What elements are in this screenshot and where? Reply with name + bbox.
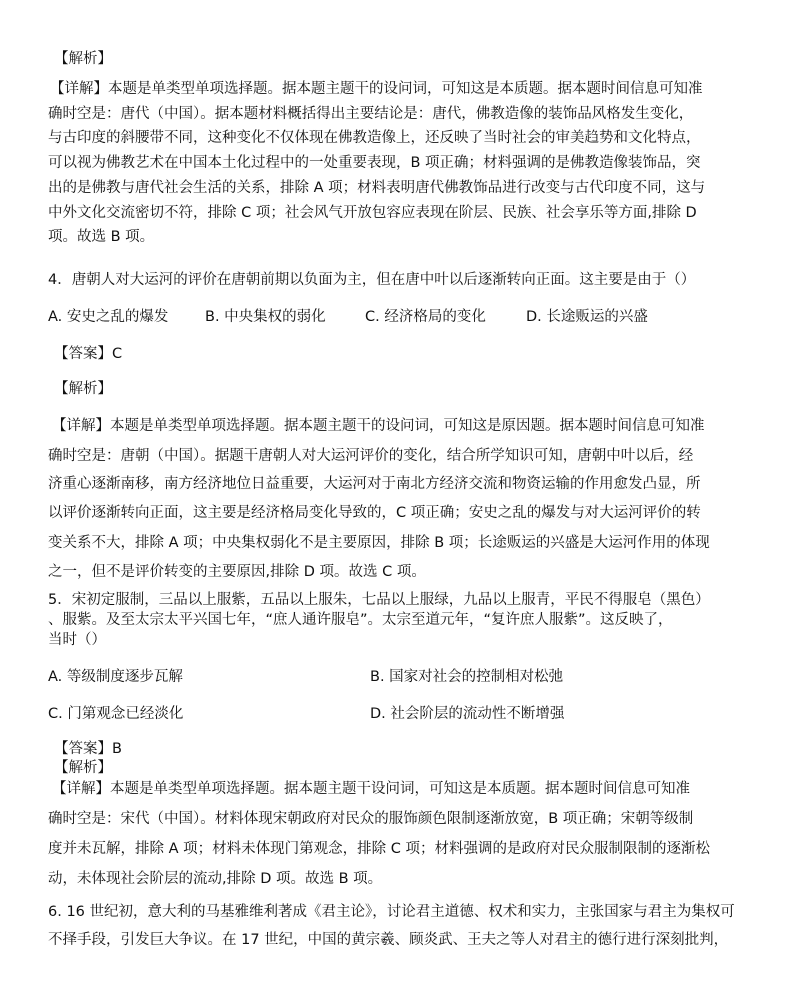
question-stem-q4: 4．唐朝人对大运河的评价在唐朝前期以负面为主，但在唐中叶以后逐渐转向正面。这主要是由于（）	[48, 272, 696, 288]
option-c-q5: C. 门第观念已经淡化	[48, 706, 184, 722]
option-c-q4: C. 经济格局的变化	[365, 309, 486, 325]
detail-line: 出的是佛教与唐代社会生活的关系，排除 A 项；材料表明唐代佛教饰品进行改变与古代印度不同，这与	[48, 180, 706, 196]
option-b-q4: B. 中央集权的弱化	[205, 309, 326, 325]
detail-line: 变关系不大，排除 A 项；中央集权弱化不是主要原因，排除 B 项；长途贩运的兴盛是大运河作用的体现	[48, 535, 710, 551]
detail-line: 动，未体现社会阶层的流动,排除 D 项。故选 B 项。	[48, 871, 383, 887]
detail-line: 确时空是：唐代（中国）。据本题材料概括得出主要结论是：唐代，佛教造像的装饰品风格发生变化，	[48, 106, 694, 122]
detail-line: 可以视为佛教艺术在中国本土化过程中的一处重要表现，B 项正确；材料强调的是佛教造像装饰品，突	[48, 155, 701, 171]
question-stem-q5: 5．宋初定服制，三品以上服紫，五品以上服朱，七品以上服绿，九品以上服青，平民不得服皂（黑色）	[48, 592, 710, 608]
detail-line: 【详解】本题是单类型单项选择题。据本题主题干的设问词，可知这是原因题。据本题时间信息可知准	[52, 418, 705, 434]
detail-line: 【详解】本题是单类型单项选择题。据本题主题干设问词，可知这是本质题。据本题时间信息可知准	[52, 781, 690, 797]
question-stem-q5: 、服紫。及至太宗太平兴国七年，“庶人通许服皂”。太宗至道元年，“复许庶人服紫”。这反映了，	[48, 612, 673, 628]
detail-line: 确时空是：唐朝（中国）。据题干唐朝人对大运河评价的变化，结合所学知识可知，唐朝中叶以后，经	[48, 448, 694, 464]
detail-line: 与古印度的斜腰带不同，这种变化不仅体现在佛教造像上，还反映了当时社会的审美趋势和文化特点，	[48, 130, 701, 146]
option-b-q5: B. 国家对社会的控制相对松弛	[370, 669, 564, 685]
detail-line: 济重心逐渐南移，南方经济地位日益重要，大运河对于南北方经济交流和物资运输的作用愈发凸显，所	[48, 476, 701, 492]
analysis-label-q5: 【解析】	[54, 760, 112, 776]
detail-line: 项。故选 B 项。	[48, 229, 155, 245]
detail-line: 确时空是：宋代（中国）。材料体现宋朝政府对民众的服饰颜色限制逐渐放宽，B 项正确；宋朝等级制	[48, 811, 694, 827]
detail-line: 之一，但不是评价转变的主要原因,排除 D 项。故选 C 项。	[48, 564, 426, 580]
option-d-q4: D. 长途贩运的兴盛	[526, 309, 648, 325]
analysis-label-q4: 【解析】	[54, 381, 112, 397]
analysis-label-q3: 【解析】	[54, 51, 112, 67]
detail-line: 中外文化交流密切不符，排除 C 项；社会风气开放包容应表现在阶层、民族、社会享乐等方面,排除 D	[48, 205, 697, 221]
question-stem-q6: 不择手段，引发巨大争议。在 17 世纪，中国的黄宗羲、顾炎武、王夫之等人对君主的德行进行深刻批判，	[48, 932, 729, 948]
question-stem-q5: 当时（）	[48, 632, 106, 648]
detail-line: 以评价逐渐转向正面，这主要是经济格局变化导致的，C 项正确；安史之乱的爆发与对大运河评价的转	[48, 505, 701, 521]
detail-line: 度并未瓦解，排除 A 项；材料未体现门第观念，排除 C 项；材料强调的是政府对民众服制限制的逐渐松	[48, 841, 710, 857]
answer-q4: 【答案】C	[54, 346, 123, 362]
question-stem-q6: 6. 16 世纪初，意大利的马基雅维利著成《君主论》，讨论君主道德、权术和实力，主张国家与君主为集权可	[48, 904, 735, 920]
option-d-q5: D. 社会阶层的流动性不断增强	[370, 706, 565, 722]
detail-line: 【详解】本题是单类型单项选择题。据本题主题干的设问词，可知这是本质题。据本题时间信息可知准	[50, 81, 703, 97]
option-a-q4: A. 安史之乱的爆发	[48, 309, 169, 325]
answer-q5: 【答案】B	[54, 741, 122, 757]
option-a-q5: A. 等级制度逐步瓦解	[48, 669, 183, 685]
